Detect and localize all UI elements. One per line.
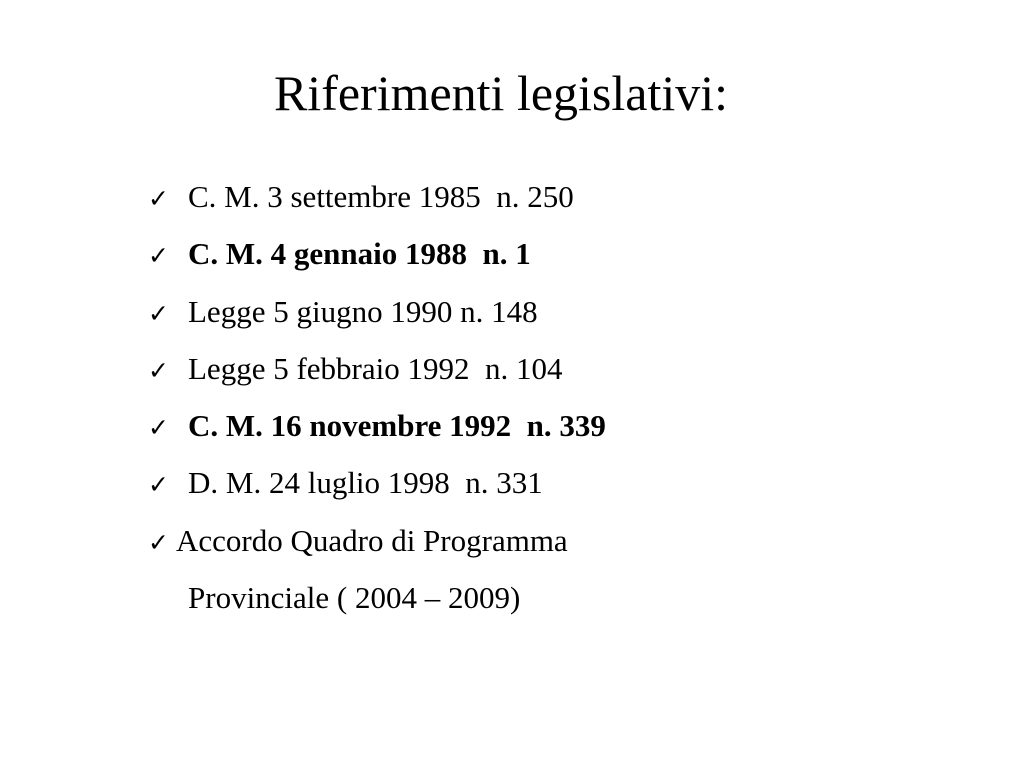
checkmark-icon: ✓: [148, 184, 169, 213]
list-item-continuation: [148, 569, 606, 626]
list-item: [148, 397, 606, 454]
reference-text: Legge 5 giugno 1990 n. 148: [188, 293, 538, 329]
checkmark-icon: ✓: [148, 413, 169, 443]
reference-text: Provinciale ( 2004 – 2009): [188, 580, 521, 616]
list-item: [148, 225, 606, 282]
reference-text: Legge 5 febbraio 1992 n. 104: [188, 350, 563, 386]
references-list: [148, 168, 606, 626]
list-item: [148, 454, 606, 511]
reference-text: D. M. 24 luglio 1998 n. 331: [188, 465, 543, 501]
reference-text: C. M. 16 novembre 1992 n. 339: [188, 408, 606, 444]
reference-text: C. M. 4 gennaio 1988 n. 1: [188, 236, 531, 272]
list-item: [148, 283, 606, 340]
slide-title: Riferimenti legislativi:: [273, 65, 729, 121]
checkmark-icon: ✓: [148, 470, 169, 500]
list-item: [148, 340, 606, 397]
list-item: [148, 512, 606, 569]
reference-text: C. M. 3 settembre 1985 n. 250: [188, 179, 574, 214]
checkmark-icon: ✓: [148, 298, 169, 328]
checkmark-icon: ✓: [148, 241, 169, 271]
list-item: [148, 168, 606, 225]
checkmark-icon: ✓: [148, 527, 169, 557]
reference-text: Accordo Quadro di Programma: [176, 522, 568, 558]
checkmark-icon: ✓: [148, 355, 169, 385]
